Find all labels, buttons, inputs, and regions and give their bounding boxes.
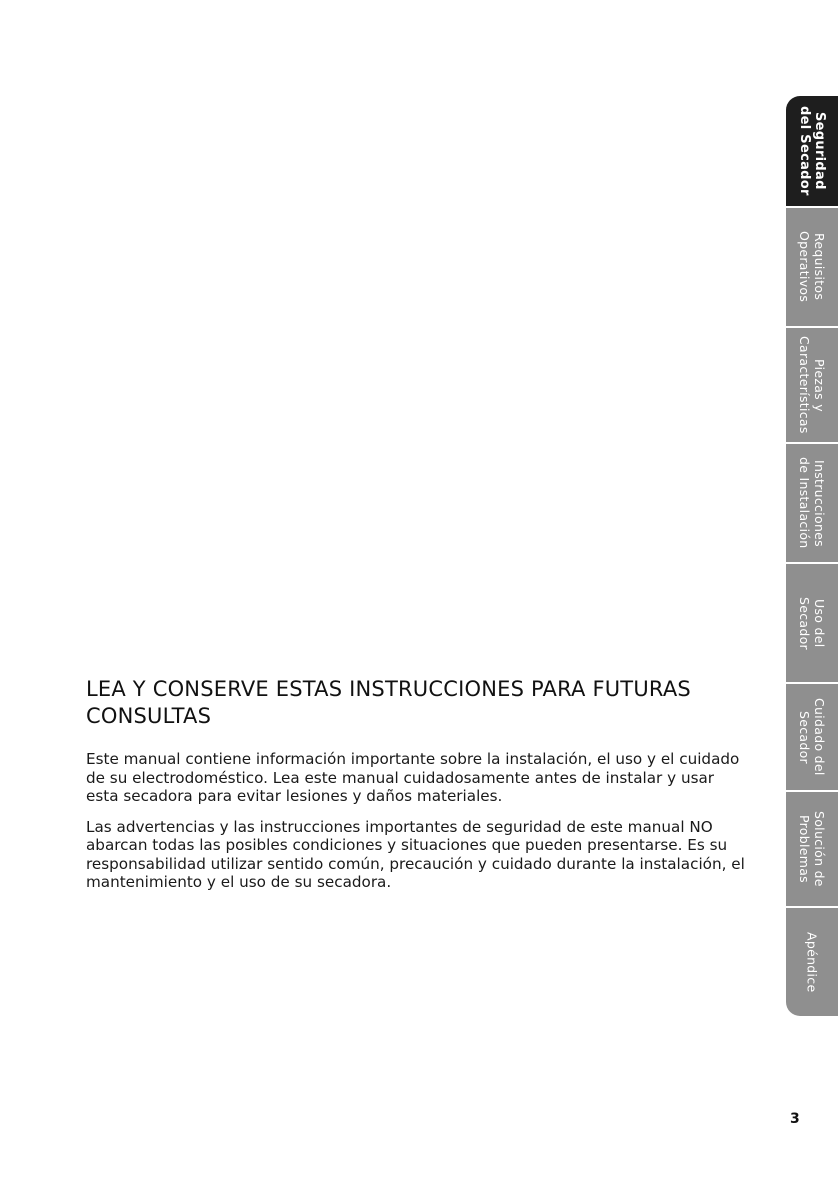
page-heading: LEA Y CONSERVE ESTAS INSTRUCCIONES PARA FUTURAS CONSULTAS — [86, 677, 691, 728]
tab-label: Solución de Problemas — [797, 811, 827, 887]
tab-label: Apéndice — [804, 931, 820, 993]
tab-uso-del-secador[interactable] — [786, 564, 838, 684]
main-content — [86, 676, 751, 904]
warning-paragraph: Las advertencias y las instrucciones importantes de seguridad de este manual NO abarcan todas las posibles condiciones y situaciones que pueden presentarse. Es su responsabilidad utilizar sentido común, precaución y cuidado durante la instalación, el mantenimiento y el uso de su secadora. — [86, 817, 745, 891]
tab-label: Seguridad del Secador — [797, 106, 827, 196]
tab-piezas-y-caracteristicas[interactable] — [786, 328, 838, 444]
tab-apendice[interactable] — [786, 908, 838, 1016]
tab-requisitos-operativos[interactable] — [786, 208, 838, 328]
tab-instrucciones-de-instalacion[interactable] — [786, 444, 838, 564]
tab-label: Cuidado del Secador — [797, 698, 827, 776]
tab-label: Instrucciones de Instalación — [797, 457, 827, 549]
tab-label: Piezas y Características — [797, 336, 827, 434]
tab-seguridad-del-secador[interactable] — [786, 96, 838, 208]
tab-cuidado-del-secador[interactable] — [786, 684, 838, 792]
intro-paragraph: Este manual contiene información importante sobre la instalación, el uso y el cuidado de su electrodoméstico. Lea este manual cuidadosamente antes de instalar y usar esta secadora para evitar lesiones y daños materiales. — [86, 750, 740, 805]
section-tabs — [786, 96, 838, 1016]
tab-label: Requisitos Operativos — [797, 231, 827, 303]
page-number: 3 — [790, 1111, 800, 1127]
tab-label: Uso del Secador — [797, 596, 827, 650]
tab-solucion-de-problemas[interactable] — [786, 792, 838, 908]
